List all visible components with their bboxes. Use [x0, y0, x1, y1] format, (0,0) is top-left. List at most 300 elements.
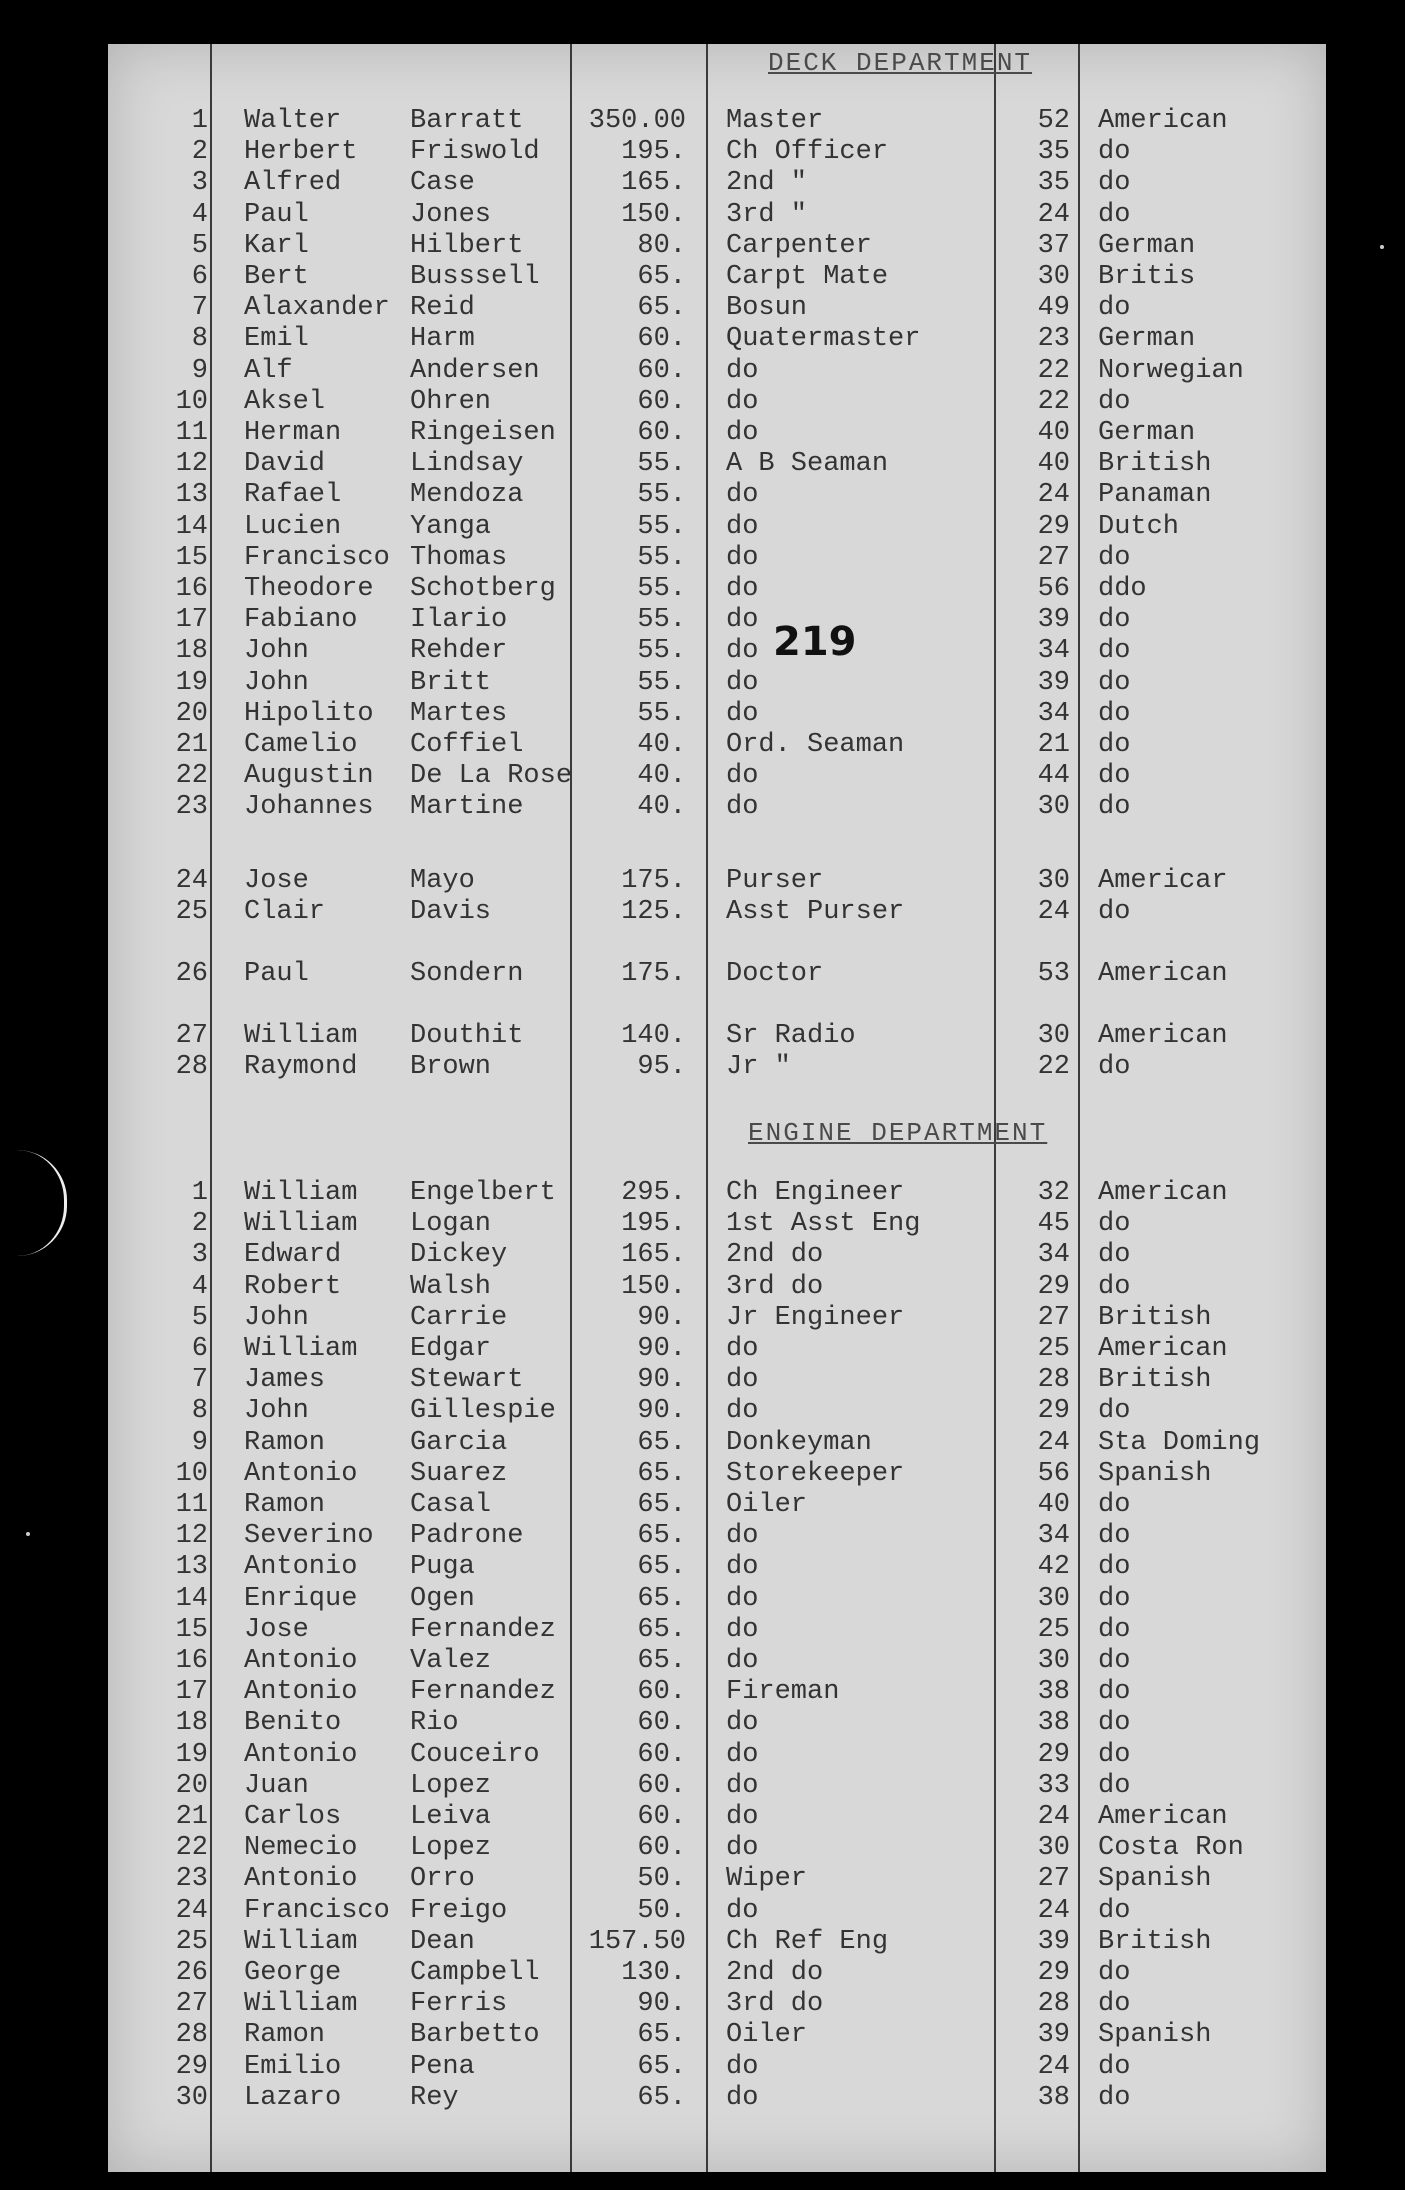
monthly-wage: 60. [637, 355, 686, 386]
first-name: Francisco [244, 1895, 390, 1926]
row-number: 25 [175, 897, 208, 927]
first-name: Raymond [244, 1052, 358, 1082]
first-name: Carlos [244, 1802, 342, 1832]
last-name: Couceiro [410, 1739, 540, 1770]
rating: 2nd do [726, 1240, 824, 1271]
nationality: British [1098, 449, 1212, 480]
column-rule [706, 44, 708, 2172]
row-number: 6 [191, 1334, 208, 1364]
last-name: Busssell [410, 262, 540, 292]
rating: Doctor [726, 959, 824, 989]
nationality: do [1098, 698, 1131, 729]
last-name: Gillespie [410, 1396, 556, 1427]
row-number: 24 [175, 866, 208, 896]
age: 23 [1037, 324, 1070, 355]
row-number: 21 [175, 730, 208, 760]
age: 27 [1037, 542, 1070, 573]
first-name: Emilio [244, 2051, 342, 2082]
row-number: 26 [175, 1958, 208, 1988]
age: 30 [1037, 262, 1070, 292]
last-name: Lindsay [410, 449, 524, 480]
last-name: Lopez [410, 1770, 492, 1801]
monthly-wage: 55. [637, 449, 686, 480]
nationality: do [1098, 1958, 1131, 1988]
age: 39 [1037, 605, 1070, 636]
rating: do [726, 1521, 759, 1552]
nationality: do [1098, 1271, 1131, 1302]
monthly-wage: 140. [621, 1021, 686, 1051]
row-number: 4 [191, 199, 208, 230]
age: 39 [1037, 2020, 1070, 2051]
nationality: do [1098, 1989, 1131, 2020]
rating: 2nd do [726, 1958, 824, 1988]
row-number: 16 [175, 574, 208, 604]
first-name: William [244, 1178, 358, 1208]
last-name: Brown [410, 1052, 492, 1082]
first-name: Edward [244, 1240, 342, 1271]
monthly-wage: 130. [621, 1958, 686, 1988]
monthly-wage: 60. [637, 1708, 686, 1739]
first-name: Bert [244, 262, 309, 292]
monthly-wage: 55. [637, 605, 686, 636]
age: 33 [1037, 1770, 1070, 1801]
first-name: William [244, 1989, 358, 2020]
monthly-wage: 80. [637, 230, 686, 261]
rating: do [726, 1583, 759, 1614]
age: 24 [1037, 480, 1070, 511]
nationality: German [1098, 230, 1196, 261]
nationality: American [1098, 106, 1228, 136]
age: 24 [1037, 1895, 1070, 1926]
rating: do [726, 386, 759, 417]
rating: do [726, 1833, 759, 1864]
nationality: Panaman [1098, 480, 1212, 511]
rating: Carpenter [726, 230, 872, 261]
monthly-wage: 55. [637, 574, 686, 604]
rating: Sr Radio [726, 1021, 856, 1051]
nationality: do [1098, 1240, 1131, 1271]
last-name: Dickey [410, 1240, 508, 1271]
row-number: 6 [191, 262, 208, 292]
age: 29 [1037, 1739, 1070, 1770]
last-name: Engelbert [410, 1178, 556, 1208]
row-number: 29 [175, 2051, 208, 2082]
row-number: 9 [191, 1427, 208, 1458]
rating: do [726, 542, 759, 573]
monthly-wage: 165. [621, 1240, 686, 1271]
first-name: John [244, 667, 309, 698]
nationality: Spanish [1098, 1458, 1212, 1489]
age: 22 [1037, 386, 1070, 417]
last-name: Andersen [410, 355, 540, 386]
age: 42 [1037, 1552, 1070, 1583]
first-name: Walter [244, 106, 342, 136]
monthly-wage: 90. [637, 1989, 686, 2020]
last-name: Reid [410, 293, 475, 324]
row-number: 20 [175, 1770, 208, 1801]
row-number: 19 [175, 1739, 208, 1770]
first-name: Nemecio [244, 1833, 358, 1864]
age: 32 [1037, 1178, 1070, 1208]
rating: do [726, 1646, 759, 1676]
first-name: William [244, 1334, 358, 1364]
age: 35 [1037, 137, 1070, 168]
first-name: Benito [244, 1708, 342, 1739]
age: 28 [1037, 1365, 1070, 1396]
column-rule [1078, 44, 1080, 2172]
last-name: Campbell [410, 1958, 540, 1988]
age: 38 [1037, 1708, 1070, 1739]
row-number: 7 [191, 293, 208, 324]
first-name: Theodore [244, 574, 374, 604]
rating: Oiler [726, 1490, 808, 1520]
rating: Carpt Mate [726, 262, 889, 292]
row-number: 11 [175, 418, 208, 448]
monthly-wage: 60. [637, 1739, 686, 1770]
rating: do [726, 1396, 759, 1427]
nationality: do [1098, 1396, 1131, 1427]
rating: do [726, 1708, 759, 1739]
age: 39 [1037, 667, 1070, 698]
last-name: Coffiel [410, 730, 524, 760]
age: 24 [1037, 897, 1070, 927]
first-name: Clair [244, 897, 326, 927]
monthly-wage: 40. [637, 761, 686, 792]
last-name: Britt [410, 667, 492, 698]
monthly-wage: 60. [637, 1770, 686, 1801]
rating: Jr " [726, 1052, 791, 1082]
row-number: 9 [191, 355, 208, 386]
row-number: 24 [175, 1895, 208, 1926]
row-number: 15 [175, 542, 208, 573]
rating: Storekeeper [726, 1458, 905, 1489]
nationality: American [1098, 959, 1228, 989]
nationality: do [1098, 168, 1131, 199]
monthly-wage: 150. [621, 1271, 686, 1302]
monthly-wage: 65. [637, 1427, 686, 1458]
age: 40 [1037, 418, 1070, 448]
row-number: 28 [175, 2020, 208, 2051]
row-number: 1 [191, 1178, 208, 1208]
age: 45 [1037, 1209, 1070, 1240]
first-name: Karl [244, 230, 309, 261]
row-number: 26 [175, 959, 208, 989]
first-name: Alaxander [244, 293, 390, 324]
row-number: 5 [191, 1302, 208, 1333]
row-number: 8 [191, 1396, 208, 1427]
monthly-wage: 65. [637, 1552, 686, 1583]
nationality: ddo [1098, 574, 1147, 604]
monthly-wage: 55. [637, 511, 686, 542]
nationality: do [1098, 1895, 1131, 1926]
nationality: do [1098, 1209, 1131, 1240]
monthly-wage: 65. [637, 2051, 686, 2082]
monthly-wage: 90. [637, 1396, 686, 1427]
rating: do [726, 1739, 759, 1770]
monthly-wage: 65. [637, 293, 686, 324]
last-name: Fernandez [410, 1614, 556, 1645]
last-name: Ferris [410, 1989, 508, 2020]
nationality: do [1098, 137, 1131, 168]
age: 24 [1037, 1802, 1070, 1832]
rating: do [726, 761, 759, 792]
first-name: Alfred [244, 168, 342, 199]
row-number: 21 [175, 1802, 208, 1832]
first-name: John [244, 636, 309, 667]
age: 30 [1037, 1833, 1070, 1864]
rating: Ord. Seaman [726, 730, 905, 760]
row-number: 12 [175, 449, 208, 480]
age: 28 [1037, 1989, 1070, 2020]
first-name: Rafael [244, 480, 342, 511]
last-name: De La Rose [410, 761, 573, 792]
nationality: do [1098, 1521, 1131, 1552]
deck-department-header: DECK DEPARTMENT [768, 48, 1033, 78]
row-number: 10 [175, 1458, 208, 1489]
nationality: do [1098, 667, 1131, 698]
rating: 3rd " [726, 199, 808, 230]
nationality: do [1098, 1552, 1131, 1583]
row-number: 23 [175, 792, 208, 823]
row-number: 2 [191, 1209, 208, 1240]
first-name: William [244, 1209, 358, 1240]
rating: Ch Officer [726, 137, 889, 168]
age: 35 [1037, 168, 1070, 199]
last-name: Carrie [410, 1302, 508, 1333]
nationality: do [1098, 1646, 1131, 1676]
first-name: William [244, 1021, 358, 1051]
last-name: Freigo [410, 1895, 508, 1926]
last-name: Barratt [410, 106, 524, 136]
monthly-wage: 55. [637, 636, 686, 667]
rating: do [726, 1614, 759, 1645]
monthly-wage: 65. [637, 2082, 686, 2113]
nationality: German [1098, 418, 1196, 448]
monthly-wage: 295. [621, 1178, 686, 1208]
rating: do [726, 1895, 759, 1926]
monthly-wage: 65. [637, 1490, 686, 1520]
last-name: Ohren [410, 386, 492, 417]
monthly-wage: 50. [637, 1895, 686, 1926]
nationality: do [1098, 293, 1131, 324]
age: 24 [1037, 199, 1070, 230]
row-number: 3 [191, 168, 208, 199]
rating: 1st Asst Eng [726, 1209, 921, 1240]
age: 44 [1037, 761, 1070, 792]
nationality: do [1098, 542, 1131, 573]
last-name: Case [410, 168, 475, 199]
first-name: Jose [244, 1614, 309, 1645]
first-name: Juan [244, 1770, 309, 1801]
age: 22 [1037, 355, 1070, 386]
monthly-wage: 40. [637, 792, 686, 823]
nationality: do [1098, 761, 1131, 792]
age: 27 [1037, 1302, 1070, 1333]
last-name: Casal [410, 1490, 492, 1520]
rating: Jr Engineer [726, 1302, 905, 1333]
nationality: Sta Doming [1098, 1427, 1261, 1458]
last-name: Yanga [410, 511, 492, 542]
last-name: Ringeisen [410, 418, 556, 448]
age: 53 [1037, 959, 1070, 989]
nationality: do [1098, 199, 1131, 230]
monthly-wage: 60. [637, 1802, 686, 1832]
rating: A B Seaman [726, 449, 889, 480]
rating: Bosun [726, 293, 808, 324]
monthly-wage: 95. [637, 1052, 686, 1082]
rating: do [726, 1802, 759, 1832]
monthly-wage: 55. [637, 542, 686, 573]
nationality: do [1098, 792, 1131, 823]
age: 56 [1037, 574, 1070, 604]
rating: Quatermaster [726, 324, 921, 355]
first-name: Aksel [244, 386, 326, 417]
monthly-wage: 125. [621, 897, 686, 927]
monthly-wage: 50. [637, 1864, 686, 1895]
first-name: George [244, 1958, 342, 1988]
last-name: Jones [410, 199, 492, 230]
rating: do [726, 605, 759, 636]
first-name: Antonio [244, 1739, 358, 1770]
monthly-wage: 60. [637, 1833, 686, 1864]
monthly-wage: 65. [637, 1646, 686, 1676]
row-number: 13 [175, 1552, 208, 1583]
film-speck [26, 1532, 30, 1536]
age: 29 [1037, 1958, 1070, 1988]
nationality: do [1098, 386, 1131, 417]
last-name: Leiva [410, 1802, 492, 1832]
age: 25 [1037, 1614, 1070, 1645]
monthly-wage: 65. [637, 2020, 686, 2051]
age: 24 [1037, 1427, 1070, 1458]
row-number: 4 [191, 1271, 208, 1302]
rating: do [726, 2082, 759, 2113]
rating: do [726, 1770, 759, 1801]
rating: do [726, 418, 759, 448]
last-name: Friswold [410, 137, 540, 168]
age: 40 [1037, 1490, 1070, 1520]
rating: do [726, 698, 759, 729]
manifest-page [108, 44, 1326, 2172]
last-name: Lopez [410, 1833, 492, 1864]
last-name: Walsh [410, 1271, 492, 1302]
first-name: Emil [244, 324, 309, 355]
nationality: American [1098, 1334, 1228, 1364]
nationality: do [1098, 730, 1131, 760]
rating: Oiler [726, 2020, 808, 2051]
row-number: 17 [175, 1677, 208, 1708]
nationality: do [1098, 1052, 1131, 1082]
first-name: Enrique [244, 1583, 358, 1614]
last-name: Barbetto [410, 2020, 540, 2051]
age: 25 [1037, 1334, 1070, 1364]
monthly-wage: 65. [637, 1521, 686, 1552]
rating: do [726, 1334, 759, 1364]
rating: do [726, 355, 759, 386]
nationality: British [1098, 1926, 1212, 1957]
last-name: Martes [410, 698, 508, 729]
rating: 3rd do [726, 1271, 824, 1302]
age: 22 [1037, 1052, 1070, 1082]
row-number: 3 [191, 1240, 208, 1271]
film-speck [1380, 245, 1384, 249]
row-number: 22 [175, 761, 208, 792]
rating: do [726, 1365, 759, 1396]
age: 29 [1037, 1396, 1070, 1427]
monthly-wage: 165. [621, 168, 686, 199]
monthly-wage: 65. [637, 1614, 686, 1645]
monthly-wage: 55. [637, 480, 686, 511]
first-name: Herman [244, 418, 342, 448]
first-name: Paul [244, 959, 309, 989]
monthly-wage: 60. [637, 386, 686, 417]
row-number: 18 [175, 1708, 208, 1739]
monthly-wage: 60. [637, 418, 686, 448]
first-name: Lazaro [244, 2082, 342, 2113]
first-name: John [244, 1396, 309, 1427]
last-name: Hilbert [410, 230, 524, 261]
row-number: 30 [175, 2082, 208, 2113]
nationality: do [1098, 605, 1131, 636]
rating: Fireman [726, 1677, 840, 1708]
first-name: Antonio [244, 1646, 358, 1676]
row-number: 22 [175, 1833, 208, 1864]
age: 49 [1037, 293, 1070, 324]
rating: do [726, 480, 759, 511]
rating: 2nd " [726, 168, 808, 199]
age: 37 [1037, 230, 1070, 261]
age: 56 [1037, 1458, 1070, 1489]
rating: do [726, 636, 759, 667]
rating: Ch Engineer [726, 1178, 905, 1208]
first-name: Ramon [244, 2020, 326, 2051]
nationality: do [1098, 1614, 1131, 1645]
monthly-wage: 65. [637, 262, 686, 292]
row-number: 5 [191, 230, 208, 261]
nationality: British [1098, 1302, 1212, 1333]
last-name: Padrone [410, 1521, 524, 1552]
monthly-wage: 55. [637, 698, 686, 729]
nationality: Spanish [1098, 1864, 1212, 1895]
first-name: Robert [244, 1271, 342, 1302]
first-name: Antonio [244, 1552, 358, 1583]
first-name: David [244, 449, 326, 480]
last-name: Rey [410, 2082, 459, 2113]
row-number: 8 [191, 324, 208, 355]
age: 21 [1037, 730, 1070, 760]
first-name: Alf [244, 355, 293, 386]
nationality: do [1098, 1490, 1131, 1520]
row-number: 13 [175, 480, 208, 511]
first-name: Herbert [244, 137, 358, 168]
rating: 3rd do [726, 1989, 824, 2020]
row-number: 19 [175, 667, 208, 698]
film-mark [14, 1150, 67, 1256]
nationality: do [1098, 1739, 1131, 1770]
first-name: James [244, 1365, 326, 1396]
engine-department-header: ENGINE DEPARTMENT [748, 1118, 1048, 1148]
age: 34 [1037, 1240, 1070, 1271]
first-name: Jose [244, 866, 309, 896]
row-number: 2 [191, 137, 208, 168]
row-number: 28 [175, 1052, 208, 1082]
nationality: Americar [1098, 866, 1228, 896]
rating: Donkeyman [726, 1427, 872, 1458]
nationality: American [1098, 1021, 1228, 1051]
row-number: 1 [191, 106, 208, 136]
rating: do [726, 667, 759, 698]
age: 38 [1037, 2082, 1070, 2113]
